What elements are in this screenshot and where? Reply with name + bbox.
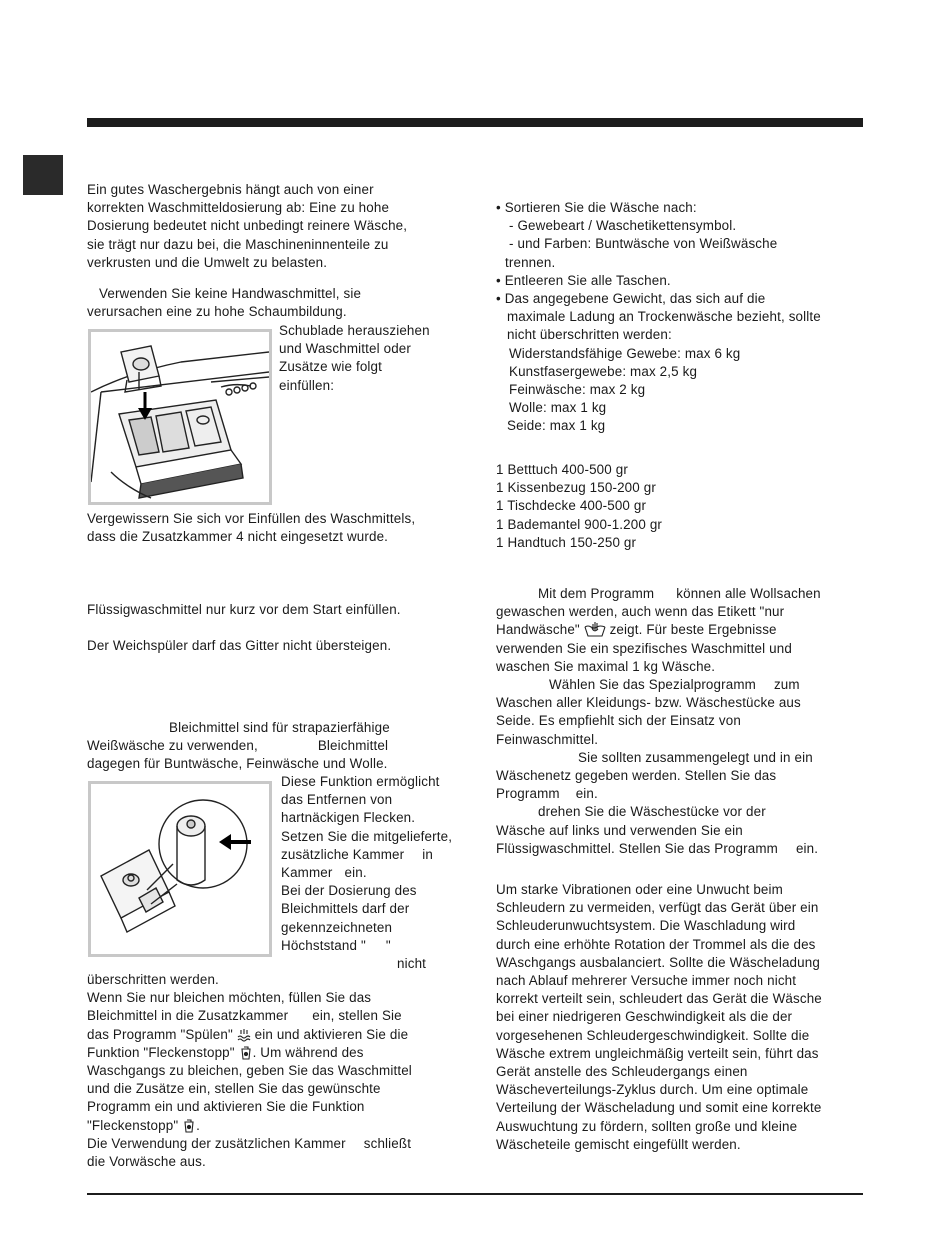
text-line: Wäschenetz gegeben werden. Stellen Sie das [496,768,777,784]
list-item: • Entleeren Sie alle Taschen. [496,272,671,288]
text-line: nach Ablauf mehrerer Versuche immer noch nicht [496,973,797,989]
text-fragment: " [385,937,391,953]
text-line: WAschgangs ausbalanciert. Sollte die Wäscheladung [496,954,820,970]
text-line: Sie sollten zusammengelegt und in ein [578,749,813,765]
text-fragment: ein. [344,865,367,881]
text-fragment: können alle Wollsachen [676,586,821,601]
text-line: die Vorwäsche aus. [87,1154,206,1170]
text-line: und Waschmittel oder [279,341,412,357]
text-line: verkrusten und die Umwelt zu belasten. [87,254,328,270]
bleach-chamber-illustration [88,781,272,957]
softener-note [87,637,391,655]
stain-stop-icon [239,1046,253,1060]
text-fragment: Funktion "Fleckenstopp" [87,1044,235,1060]
text-line: das Entfernen von [281,792,393,808]
list-item: trennen. [505,254,556,270]
drawer-instructions [279,322,430,395]
text-fragment: ein, stellen Sie [312,1008,402,1024]
text-line: Bleichmittel sind für strapazierfähige [169,720,390,735]
drawer-illustration [88,329,272,505]
rinse-symbol-icon [237,1028,251,1042]
text-fragment: Kammer [281,865,333,881]
text-line: Zusätze wie folgt [279,359,383,375]
text-line: verursachen eine zu hohe Schaumbildung. [87,304,347,320]
text-line: verwenden Sie ein spezifisches Waschmittel und [496,640,792,656]
sorting-list [496,199,821,436]
top-rule [87,118,863,127]
text-fragment: zusätzliche Kammer [281,846,405,862]
text-fragment: ein. [795,840,819,856]
item-weights-list [496,461,662,552]
list-item: nicht überschritten werden: [507,327,672,343]
hand-detergent-warning [87,285,361,321]
text-line: Seide. Es empfiehlt sich der Einsatz von [496,713,741,729]
stain-stop-icon [182,1119,196,1133]
text-fragment: . Um während des [252,1044,364,1060]
text-line: vorgesehenen Schleudergeschwindigkeit. Sollte die [496,1027,810,1043]
text-line: korrekt verteilt sein, schleudert das Gerät die Wäsche [496,991,822,1007]
text-line: dagegen für Buntwäsche, Feinwäsche und Wolle. [87,756,388,772]
liquid-detergent-note [87,601,401,619]
list-item: - und Farben: Buntwäsche von Weißwäsche [509,236,778,252]
text-line: Um starke Vibrationen oder eine Unwucht beim [496,882,783,897]
text-line: Vergewissern Sie sich vor Einfüllen des Waschmittels, [87,511,416,526]
text-fragment: Bleichmittel [317,738,389,754]
text-line: überschritten werden. [87,972,219,987]
text-line: nicht [397,956,427,972]
text-fragment: Flüssigwaschmittel. Stellen Sie das Programm [496,840,778,856]
bottom-rule [87,1193,863,1195]
special-programs [496,585,821,858]
text-line: Auswuchtung zu fördern, sollten große und kleine [496,1118,798,1134]
text-line: Diese Funktion ermöglicht [281,774,440,789]
text-line: hartnäckigen Flecken. [281,810,416,826]
text-line: sie trägt nur dazu bei, die Maschineninnenteile zu [87,236,389,252]
text-line: einfüllen: [279,377,335,393]
text-line: Wäsche extrem ungleichmäßig verteilt sein, führt das [496,1045,819,1061]
text-fragment: Mit dem Programm [538,586,655,601]
list-item: Widerstandsfähige Gewebe: max 6 kg [509,345,741,361]
text-line: bei einer niedrigeren Geschwindigkeit als die der [496,1009,793,1025]
text-fragment: zeigt. Für beste Ergebnisse [609,622,777,638]
list-item: 1 Tischdecke 400-500 gr [496,498,647,514]
text-fragment: ein und aktivieren Sie die [254,1026,409,1042]
text-line: Der Weichspüler darf das Gitter nicht übersteigen. [87,638,392,653]
text-line: waschen Sie maximal 1 kg Wäsche. [496,658,716,674]
text-line: Feinwaschmittel. [496,731,599,747]
text-line: korrekten Waschmitteldosierung ab: Eine zu hohe [87,200,390,216]
text-line: Wäscheteile gemischt eingefüllt werden. [496,1136,741,1152]
bleach-function-text [281,773,452,973]
text-line: Ein gutes Waschergebnis hängt auch von einer [87,182,374,197]
text-fragment: Wählen Sie das Spezialprogramm [549,677,756,693]
text-fragment: Höchststand " [281,937,366,953]
text-line: dass die Zusatzkammer 4 nicht eingesetzt wurde. [87,529,389,545]
text-line: Wäscheverteilungs-Zyklus durch. Um eine optimale [496,1082,809,1098]
text-fragment: "Fleckenstopp" [87,1117,179,1133]
text-line: Bleichmittels darf der [281,901,410,917]
list-item: • Das angegebene Gewicht, das sich auf die [496,291,766,307]
text-line: Dosierung bedeutet nicht unbedingt reinere Wäsche, [87,218,408,234]
text-line: Waschgangs zu bleichen, geben Sie das Waschmittel [87,1063,412,1079]
text-line: Flüssigwaschmittel nur kurz vor dem Start einfüllen. [87,602,401,617]
intro-paragraph [87,181,407,272]
text-fragment: in [422,846,433,862]
text-line: Programm ein und aktivieren Sie die Funktion [87,1099,365,1115]
detergent-drawer-icon [91,332,269,502]
list-item: 1 Betttuch 400-500 gr [496,462,628,477]
text-line: Verwenden Sie keine Handwaschmittel, sie [99,286,362,301]
list-item: maximale Ladung an Trockenwäsche bezieht, sollte [507,309,821,325]
text-line: und die Zusätze ein, stellen Sie das gewünschte [87,1081,381,1097]
list-item: 1 Bademantel 900-1.200 gr [496,516,663,532]
section-tab-marker [23,155,63,195]
text-line: Schleudern zu vermeiden, verfügt das Gerät über ein [496,900,819,916]
text-fragment: Die Verwendung der zusätzlichen Kammer [87,1135,346,1151]
text-fragment: Programm [496,786,560,802]
text-line: Wäsche auf links und verwenden Sie ein [496,822,743,838]
list-item: • Sortieren Sie die Wäsche nach: [496,200,697,215]
bleach-instructions [87,971,412,1171]
text-line: gewaschen werden, auch wenn das Etikett "nur [496,604,785,620]
text-fragment: zum [773,677,800,693]
text-fragment: Bleichmittel in die Zusatzkammer [87,1008,289,1024]
text-line: Setzen Sie die mitgelieferte, [281,828,453,844]
text-fragment: das Programm "Spülen" [87,1026,233,1042]
list-item: Seide: max 1 kg [507,418,606,434]
list-item: Kunstfasergewebe: max 2,5 kg [509,363,698,379]
bleach-container-icon [91,784,269,954]
text-line: Bei der Dosierung des [281,883,417,899]
chamber-check-note [87,510,415,546]
text-line: durch eine erhöhte Rotation der Trommel als die des [496,936,816,952]
text-line: Schublade herausziehen [279,323,430,338]
list-item: - Gewebeart / Waschetikettensymbol. [509,218,737,234]
text-fragment: Weißwäsche zu verwenden, [87,738,258,754]
handwash-symbol-icon [584,621,606,637]
text-line: drehen Sie die Wäschestücke vor der [538,804,766,820]
text-line: Wenn Sie nur bleichen möchten, füllen Sie das [87,990,372,1006]
text-line: Verteilung der Wäscheladung und somit eine korrekte [496,1100,822,1116]
text-fragment: . [196,1117,201,1133]
load-balancing-paragraph [496,881,822,1154]
text-line: gekennzeichneten [281,919,393,935]
text-fragment: Handwäsche" [496,622,580,638]
list-item: 1 Kissenbezug 150-200 gr [496,480,656,496]
list-item: Feinwäsche: max 2 kg [509,382,646,398]
text-line: Gerät anstelle des Schleudergangs einen [496,1064,748,1080]
list-item: Wolle: max 1 kg [509,400,607,416]
text-fragment: ein. [575,786,598,802]
bleach-intro [87,719,447,774]
text-line: Waschen aller Kleidungs- bzw. Wäschestücke aus [496,695,801,711]
list-item: 1 Handtuch 150-250 gr [496,534,637,550]
text-line: Schleuderunwuchtsystem. Die Waschladung wird [496,918,796,934]
text-fragment: schließt [363,1135,412,1151]
